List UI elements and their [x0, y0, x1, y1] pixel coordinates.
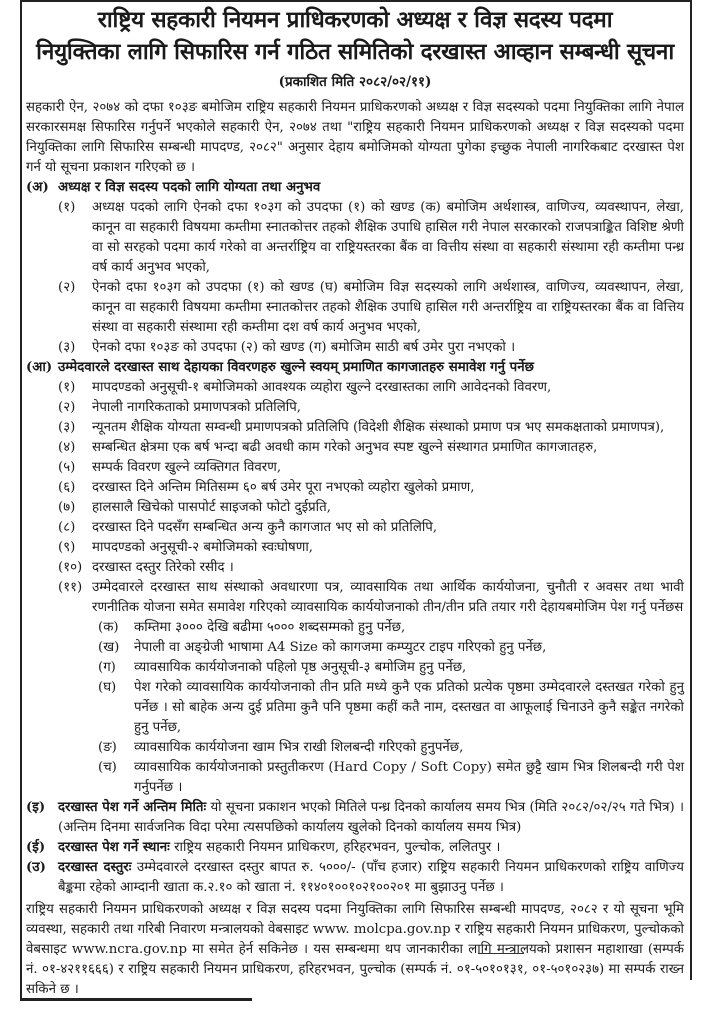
list-item — [26, 198, 684, 278]
section-application-fee — [26, 858, 684, 898]
deadline-text: यो सूचना प्रकाशन भएको मितिले पन्ध्र दिनको कार्यालय समय भित्र (मिति २०८२/०२/२५ गते भित्र) । (अन्तिम दिनमा सार्वजनिक विदा परेमा त्यसपछिको कार्यालय खुलेको दिनको कार्यालय समय भित्र) — [58, 800, 684, 835]
sub-list-item — [26, 738, 684, 758]
item-text: दरखास्त दिने अन्तिम मितिसम्म ६० बर्ष उमेर पूरा नभएको व्यहोरा खुलेको प्रमाण, — [92, 480, 475, 495]
list-item — [26, 398, 684, 418]
item-number: (६) — [58, 480, 76, 495]
sub-item-letter: (च) — [98, 760, 117, 775]
section-submission-place — [26, 838, 684, 858]
item-number: (४) — [58, 440, 76, 455]
item-text: ऐनको दफा १०३ङ को उपदफा (२) को खण्ड (ग) बमोजिम साठी बर्ष उमेर पुरा नभएको । — [92, 340, 516, 355]
list-item — [26, 558, 684, 578]
item-text: न्यूनतम शैक्षिक योग्यता सम्वन्धी प्रमाणपत्रको प्रतिलिपि (विदेशी शैक्षिक संस्थाको प्रमाण पत्र भए समकक्षताको प्रमाणपत्र), — [92, 420, 665, 435]
sub-item-letter: (क) — [98, 620, 119, 635]
sub-item-text: पेश गरेको व्यावसायिक कार्ययोजनाको तीन प्रति मध्ये कुनै एक प्रतिको प्रत्येक पृष्ठमा उम्मेदवारले दस्तखत गरेको हुनु पर्नेछ । सो बाहेक अन्य दुई प्रतिमा कुनै पनि पृष्ठमा कहीं कतै नाम, दस्तखत वा आफूलाई चिनाउने कुनै सङ्केत नगरेको हुनु पर्नेछ, — [134, 680, 684, 735]
sub-list-item — [26, 638, 684, 658]
sub-list-item — [26, 618, 684, 638]
sub-item-text: व्यावसायिक कार्ययोजना खाम भित्र राखी शिलबन्दी गरिएको हुनुपर्नेछ, — [134, 740, 464, 755]
item-text: सम्पर्क विवरण खुल्ने व्यक्तिगत विवरण, — [92, 460, 282, 475]
notice-title-line-2: नियुक्तिका लागि सिफारिस गर्न गठित समितिको दरखास्त आव्हान सम्बन्धी सूचना — [36, 39, 674, 65]
section-aa-mark: (आ) — [26, 360, 53, 375]
section-a-mark: (अ) — [26, 180, 49, 195]
item-text: अध्यक्ष पदको लागि ऐनको दफा १०३ग को उपदफा (१) को खण्ड (क) बमोजिम अर्थशास्त्र, वाणिज्य, व्यवस्थापन, लेखा, कानून वा सहकारी विषयमा कम्तीमा स्नातकोत्तर तहको शैक्षिक उपाधि हासिल गरी नेपाल सरकारको राजपत्राङ्कित विशिष्ट श्रेणी वा सो सरहको पदमा कार्य गरेको वा अन्तर्राष्ट्रिय वा राष्ट्रियस्तरका बैंक वा वित्तीय संस्था वा सहकारी संस्थामा रही कम्तीमा पन्ध्र वर्ष कार्य अनुभव भएको, — [92, 200, 684, 275]
sub-list-item — [26, 658, 684, 678]
sub-item-letter: (ङ) — [98, 740, 117, 755]
notice-border-right — [690, 0, 692, 980]
item-number: (११) — [58, 580, 83, 595]
item-number: (२) — [58, 400, 76, 415]
list-item — [26, 498, 684, 518]
list-item — [26, 458, 684, 478]
list-item — [26, 378, 684, 398]
sub-list-item — [26, 678, 684, 738]
section-aa-heading — [26, 358, 684, 378]
notice-document — [26, 4, 684, 1000]
list-item — [26, 478, 684, 498]
item-text: मापदण्डको अनुसूची-१ बमोजिमको आवश्यक व्यहोरा खुल्ने दरखास्तका लागि आवेदनको विवरण, — [92, 380, 552, 395]
sub-list-item — [26, 758, 684, 798]
list-item — [26, 518, 684, 538]
sub-item-letter: (ख) — [98, 640, 120, 655]
sub-item-text: व्यावसायिक कार्ययोजनाको प्रस्तुतीकरण (Hard Copy / Soft Copy) समेत छुट्टै खाम भित्र शिलबन्दी गरी पेश गर्नुपर्नेछ । — [134, 760, 684, 795]
section-deadline — [26, 798, 684, 838]
item-text: दरखास्त दस्तुर तिरेको रसीद । — [92, 560, 234, 575]
section-i-mark: (इ) — [26, 800, 46, 815]
list-item — [26, 538, 684, 558]
item-number: (१) — [58, 380, 76, 395]
sub-item-letter: (घ) — [98, 680, 117, 695]
item-number: (९) — [58, 540, 76, 555]
sub-item-text: कम्तिमा ३००० देखि बढीमा ५००० शब्दसम्मको हुनु पर्नेछ, — [134, 620, 406, 635]
item-text: उम्मेदवारले दरखास्त साथ संस्थाको अवधारणा पत्र, व्यावसायिक तथा आर्थिक कार्ययोजना, चुनौती र अवसर तथा भावी रणनीतिक योजना समेत समावेश गरिएको व्यावसायिक कार्ययोजनाको तीन/तीन प्रति तयार गरी देहायबमोजिम पेश गर्नु पर्नेछस — [92, 580, 684, 615]
section-u-mark: (उ) — [26, 860, 46, 875]
list-item — [26, 338, 684, 358]
list-item — [26, 278, 684, 338]
item-number: (१०) — [58, 560, 83, 575]
list-item — [26, 578, 684, 618]
item-number: (१) — [58, 200, 76, 215]
notice-border-left — [20, 0, 22, 1000]
item-text: दरखास्त दिने पदसँग सम्बन्धित अन्य कुनै कागजात भए सो को प्रतिलिपि, — [92, 520, 438, 535]
list-item — [26, 438, 684, 458]
item-text: ऐनको दफा १०३ग को उपदफा (१) को खण्ड (घ) बमोजिम विज्ञ सदस्यको लागि अर्थशास्त्र, वाणिज्य, व्यवस्थापन, लेखा, कानून वा सहकारी विषयमा कम्तीमा स्नातकोत्तर तहको शैक्षिक उपाधि हासिल गरी अन्तर्राष्ट्रिय वा राष्ट्रियस्तरका बैंक वा वित्तिय संस्था वा सहकारी संस्थामा रही कम्तीमा दश वर्ष कार्य अनुभव भएको, — [92, 280, 684, 335]
section-a-title: अध्यक्ष र विज्ञ सदस्य पदको लागि योग्यता तथा अनुभव — [58, 180, 321, 195]
notice-title-line-1: राष्ट्रिय सहकारी नियमन प्राधिकरणको अध्यक्ष र विज्ञ सदस्य पदमा — [97, 7, 613, 33]
item-number: (३) — [58, 340, 76, 355]
item-text: नेपाली नागरिकताको प्रमाणपत्रको प्रतिलिपि, — [92, 400, 301, 415]
notice-border-top — [20, 0, 692, 2]
section-ii-mark: (ई) — [26, 840, 46, 855]
sub-item-text: नेपाली वा अङ्ग्रेजी भाषामा A4 Size को कागजमा कम्प्युटर टाइप गरिएको हुनु पर्नेछ, — [134, 640, 547, 655]
item-number: (५) — [58, 460, 76, 475]
sub-item-letter: (ग) — [98, 660, 116, 675]
submission-place-text: राष्ट्रिय सहकारी नियमन प्राधिकरण, हरिहरभवन, पुल्चोक, ललितपुर । — [169, 840, 501, 855]
item-text: हालसालै खिचेको पासपोर्ट साइजको फोटो दुईप्रति, — [92, 500, 331, 515]
item-text: सम्बन्धित क्षेत्रमा एक बर्ष भन्दा बढी अवधी काम गरेको अनुभव स्पष्ट खुल्ने संस्थागत प्रमाणित कागजातहरु, — [92, 440, 598, 455]
section-aa-title: उम्मेदवारले दरखास्त साथ देहायका विवरणहरु खुल्ने स्वयम् प्रमाणित कागजातहरु समावेश गर्नु पर्नेछ — [58, 360, 534, 375]
intro-paragraph: सहकारी ऐन, २०७४ को दफा १०३ङ बमोजिम राष्ट्रिय सहकारी नियमन प्राधिकरणको अध्यक्ष र विज्ञ सदस्यको पदमा नियुक्तिका लागि नेपाल सरकारसमक्ष सिफारिस गर्नुपर्ने भएकोले सहकारी ऐन, २०७४ तथा "राष्ट्रिय सहकारी नियमन प्राधिकरणको अध्यक्ष र विज्ञ सदस्यको पदमा नियुक्तिका लागि सिफारिस सम्बन्धी मापदण्ड, २०८२" अनुसार देहाय बमोजिमको योग्यता पुगेका इच्छुक नेपाली नागरिकबाट दरखास्त पेश गर्न यो सूचना प्रकाशन गरिएको छ । — [26, 100, 684, 175]
footer-paragraph: राष्ट्रिय सहकारी नियमन प्राधिकरणको अध्यक्ष र विज्ञ सदस्य पदमा नियुक्तिका लागि सिफारिस सम्बन्धी मापदण्ड, २०८२ र यो सूचना भूमि व्यवस्था, सहकारी तथा गरिबी निवारण मन्त्रालयको वेबसाइट www. molcpa.gov.np र राष्ट्रिय सहकारी नियमन प्राधिकरण, पुल्चोकको वेबसाइट www.ncra.gov.np मा समेत हेर्न सकिनेछ । यस सम्बन्धमा थप जानकारीका लागि मन्त्रालयको प्रशासन महाशाखा (सम्पर्क नं. ०१-४२११६६६) र राष्ट्रिय सहकारी नियमन प्राधिकरण, हरिहरभवन, पुल्चोक (सम्पर्क नं. ०१-५०१०१३१, ०१-५०१०२३७) मा सम्पर्क राख्न सकिने छ । — [26, 902, 684, 997]
published-date: (प्रकाशित मिति २०८२/०२/११) — [278, 74, 432, 90]
list-item — [26, 418, 684, 438]
item-number: (३) — [58, 420, 76, 435]
section-a-heading — [26, 178, 684, 198]
item-text: मापदण्डको अनुसूची-२ बमोजिमको स्वःघोषणा, — [92, 540, 314, 555]
item-number: (२) — [58, 280, 76, 295]
submission-place-label: दरखास्त पेश गर्ने स्थानः — [58, 840, 170, 855]
item-number: (७) — [58, 500, 76, 515]
application-fee-text: उम्मेदवारले दरखास्त दस्तुर बापत रु. ५०००/- (पाँच हजार) राष्ट्रिय सहकारी नियमन प्राधिकरणको राष्ट्रिय वाणिज्य बैङ्कमा रहेको आम्दानी खाता क.२.१० को खाता नं. ११४०१००१०२१००२०१ मा बुझाउनु पर्नेछ । — [58, 860, 684, 895]
deadline-label: दरखास्त पेश गर्ने अन्तिम मितिः — [58, 800, 207, 815]
item-number: (८) — [58, 520, 76, 535]
application-fee-label: दरखास्त दस्तुरः — [58, 860, 132, 875]
sub-item-text: व्यावसायिक कार्ययोजनाको पहिलो पृष्ठ अनुसूची-३ बमोजिम हुनु पर्नेछ, — [134, 660, 467, 675]
